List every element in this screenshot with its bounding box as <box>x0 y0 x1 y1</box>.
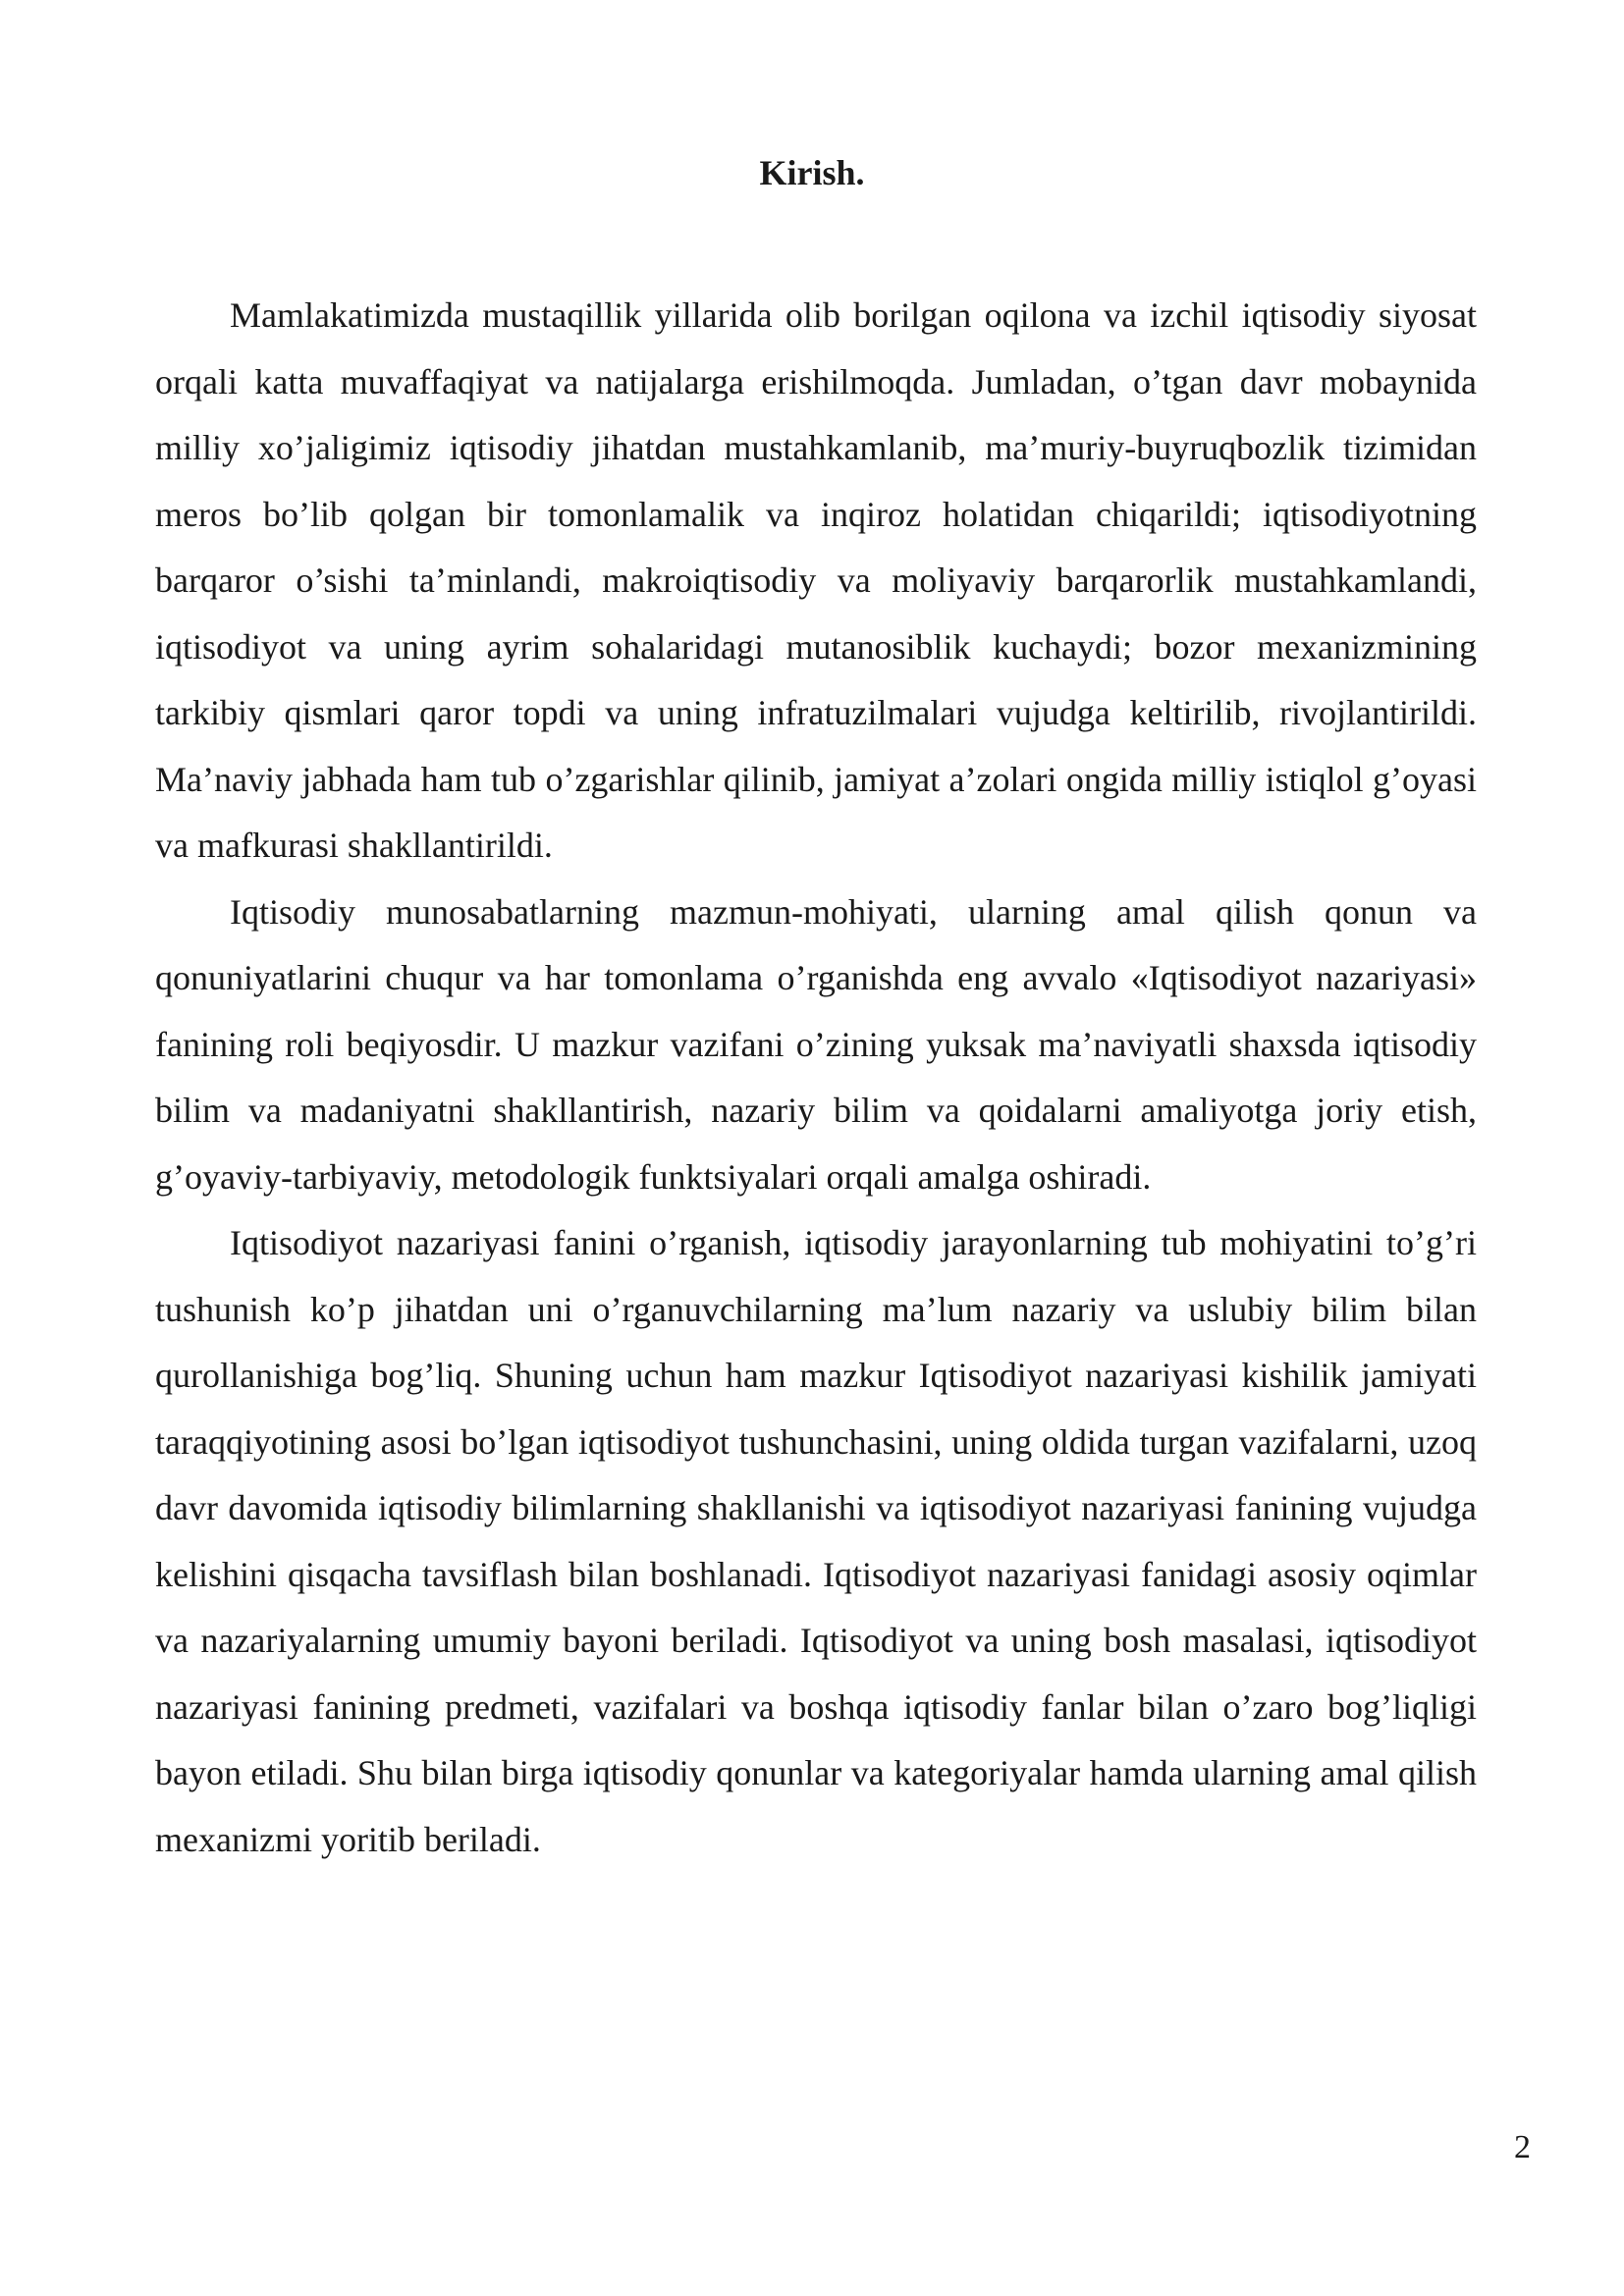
body-text <box>155 283 1477 1873</box>
paragraph-1: Mamlakatimizda mustaqillik yillarida olib borilgan oqilona va izchil iqtisodiy siyosat orqali katta muvaffaqiyat va natijalarga erishilmoqda. Jumladan, o’tgan davr mobaynida milliy xo’jaligimiz iqtisodiy jihatdan mustahkamlanib, ma’muriy-buyruqbozlik tizimidan meros bo’lib qolgan bir tomonlamalik va inqiroz holatidan chiqarildi; iqtisodiyotning barqaror o’sishi ta’minlandi, makroiqtisodiy va moliyaviy barqarorlik mustahkamlandi, iqtisodiyot va uning ayrim sohalaridagi mutanosiblik kuchaydi; bozor mexanizmining tarkibiy qismlari qaror topdi va uning infratuzilmalari vujudga keltirilib, rivojlantirildi. Ma’naviy jabhada ham tub o’zgarishlar qilinib, jamiyat a’zolari ongida milliy istiqlol g’oyasi va mafkurasi shakllantirildi. <box>155 295 1477 865</box>
page-heading: Kirish. <box>759 153 865 192</box>
page-number: 2 <box>1514 2129 1531 2165</box>
paragraph-2: Iqtisodiy munosabatlarning mazmun-mohiyati, ularning amal qilish qonun va qonuniyatlarini chuqur va har tomonlama o’rganishda eng avvalo «Iqtisodiyot nazariyasi» fanining roli beqiyosdir. U mazkur vazifani o’zining yuksak ma’naviyatli shaxsda iqtisodiy bilim va madaniyatni shakllantirish, nazariy bilim va qoidalarni amaliyotga joriy etish, g’oyaviy-tarbiyaviy, metodologik funktsiyalari orqali amalga oshiradi. <box>155 891 1477 1197</box>
paragraph-3: Iqtisodiyot nazariyasi fanini o’rganish, iqtisodiy jarayonlarning tub mohiyatini to’g’ri tushunish ko’p jihatdan uni o’rganuvchilarning ma’lum nazariy va uslubiy bilim bilan qurollanishiga bog’liq. Shuning uchun ham mazkur Iqtisodiyot nazariyasi kishilik jamiyati taraqqiyotining asosi bo’lgan iqtisodiyot tushunchasini, uning oldida turgan vazifalarni, uzoq davr davomida iqtisodiy bilimlarning shakllanishi va iqtisodiyot nazariyasi fanining vujudga kelishini qisqacha tavsiflash bilan boshlanadi. Iqtisodiyot nazariyasi fanidagi asosiy oqimlar va nazariyalarning umumiy bayoni beriladi. Iqtisodiyot va uning bosh masalasi, iqtisodiyot nazariyasi fanining predmeti, vazifalari va boshqa iqtisodiy fanlar bilan o’zaro bog’liqligi bayon etiladi. Shu bilan birga iqtisodiy qonunlar va kategoriyalar hamda ularning amal qilish mexanizmi yoritib beriladi. <box>155 1223 1477 1859</box>
